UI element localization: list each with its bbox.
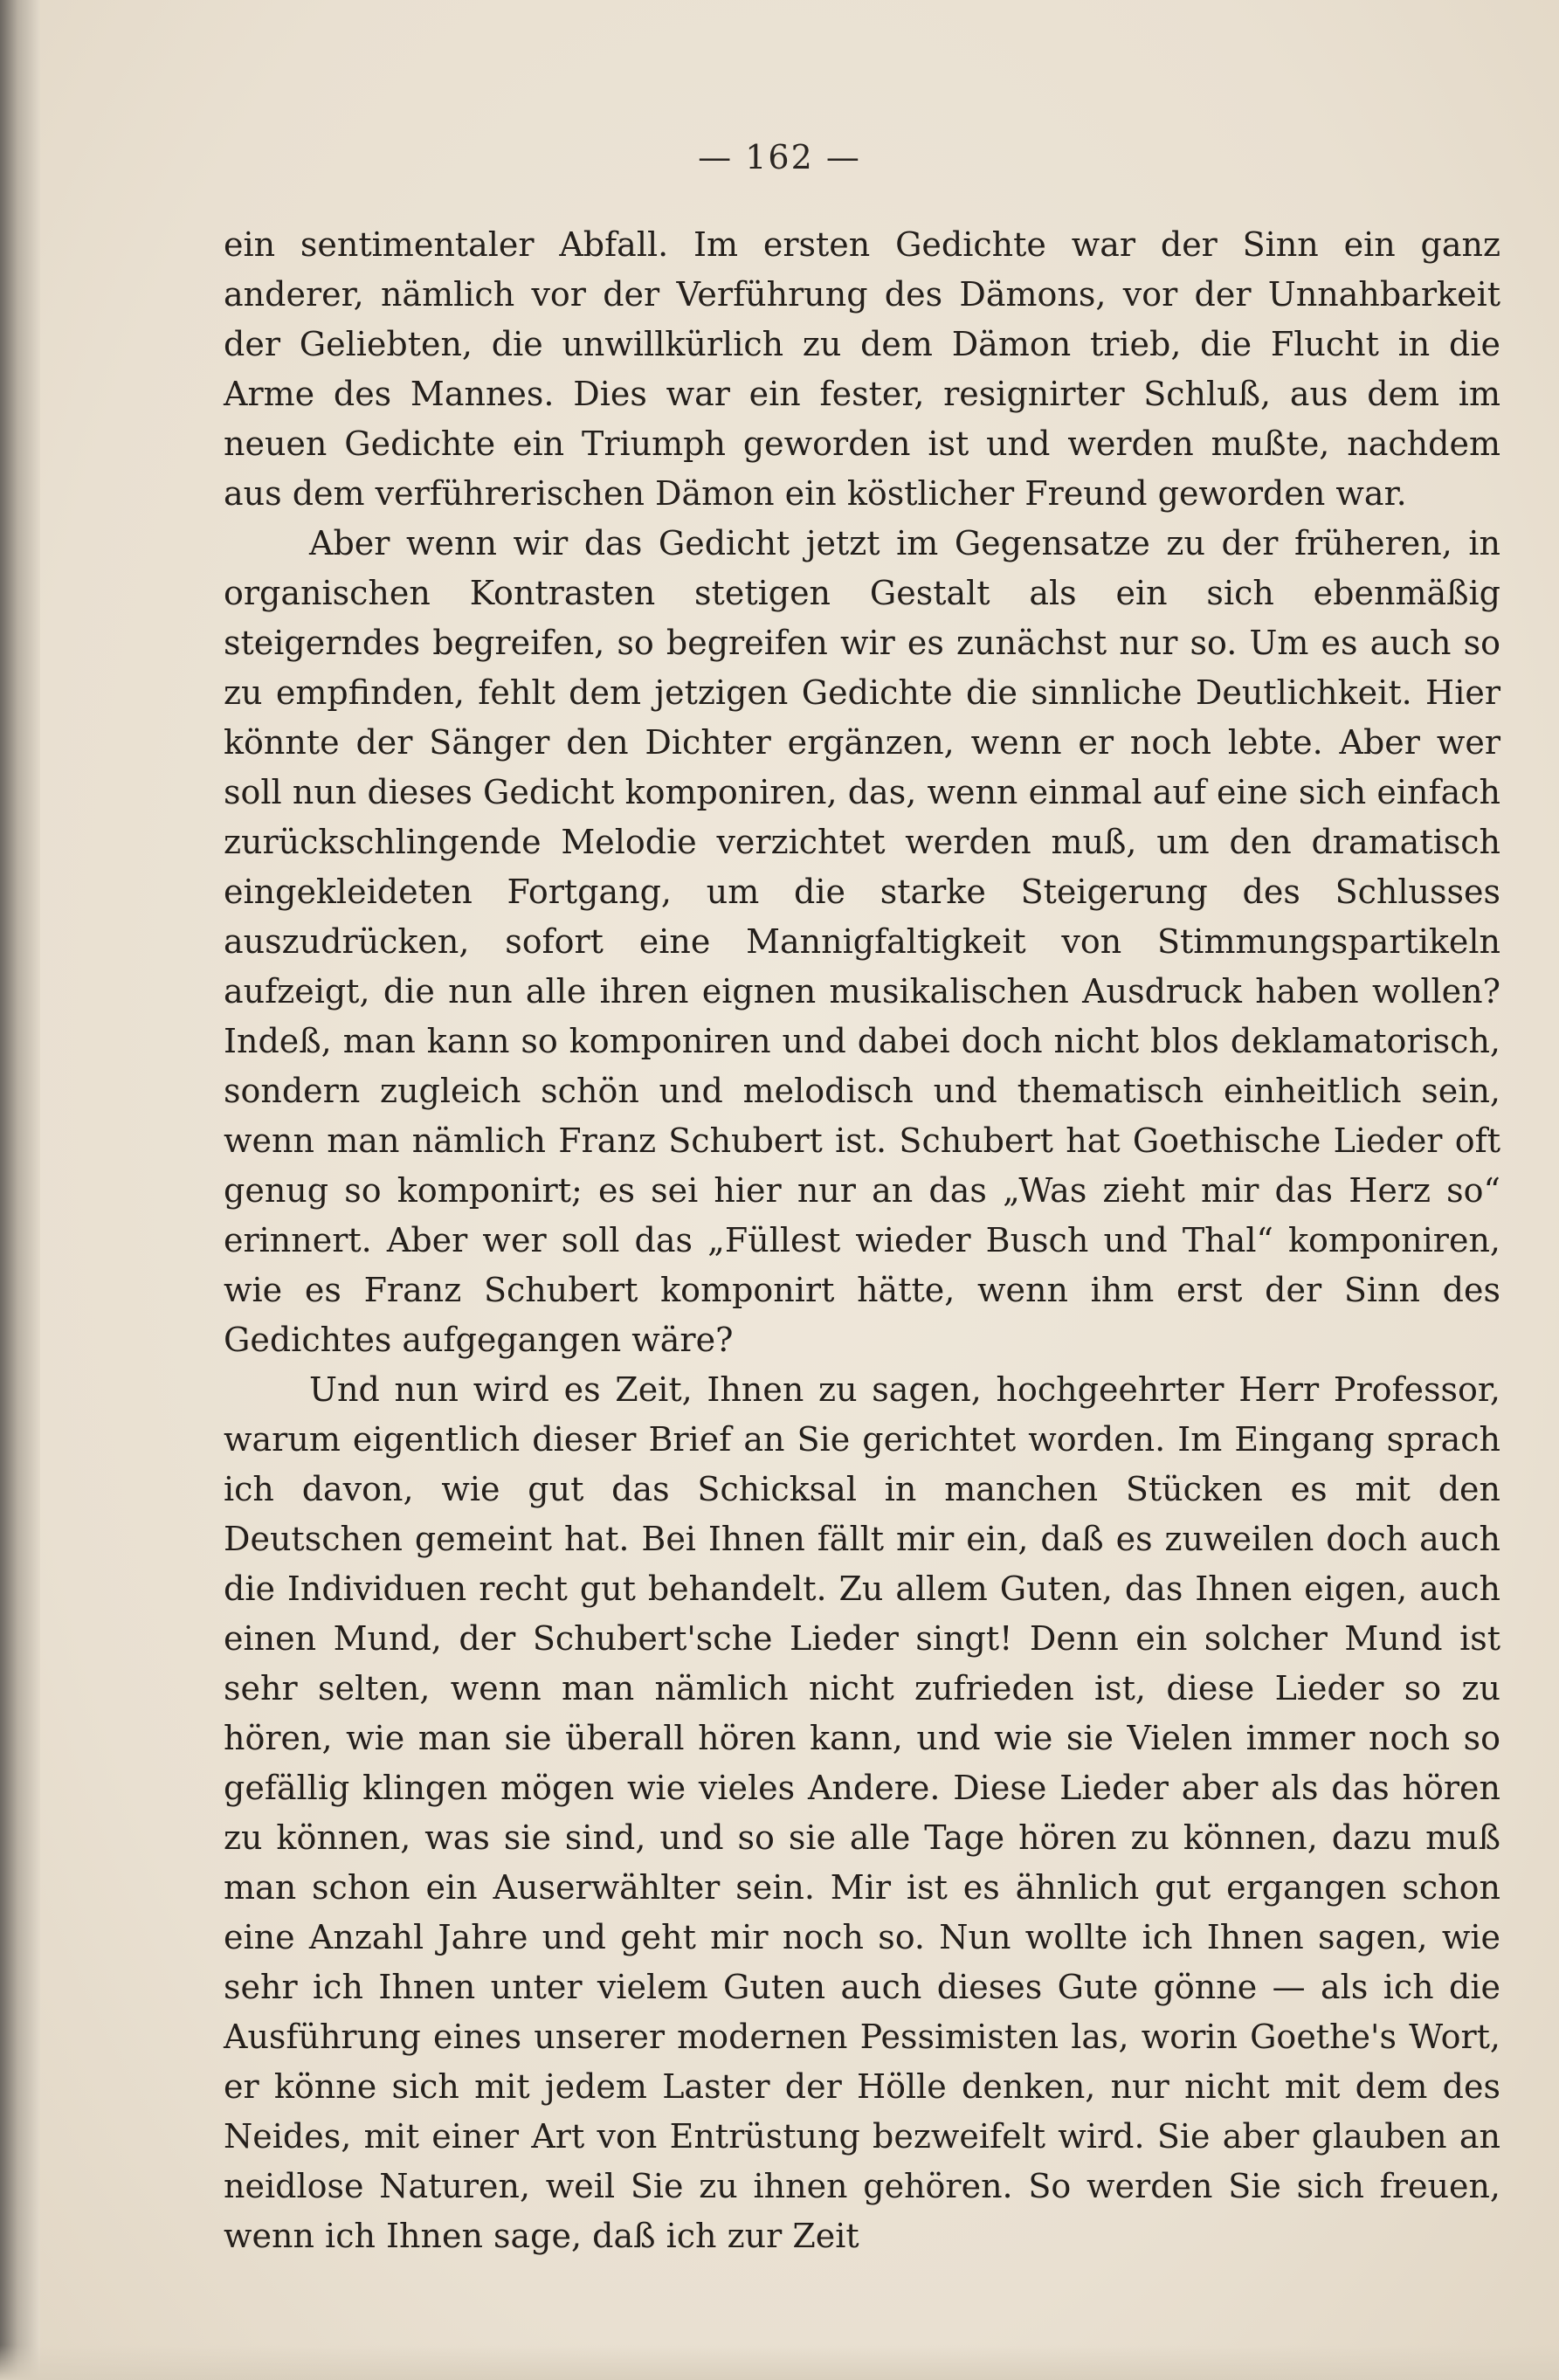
binding-edge-shadow <box>0 0 40 2380</box>
paragraph-2: Aber wenn wir das Gedicht jetzt im Gegensatze zu der früheren, in organischen Kontrasten stetigen Gestalt als ein sich ebenmäßig steigerndes begreifen, so begreifen wir es zunächst nur so. Um es auch so zu empfinden, fehlt dem jetzigen Gedichte die sinnliche Deutlichkeit. Hier könnte der Sänger den Dichter ergänzen, wenn er noch lebte. Aber wer soll nun dieses Gedicht komponiren, das, wenn einmal auf eine sich einfach zurückschlingende Melodie verzichtet werden muß, um den dramatisch eingekleideten Fortgang, um die starke Steigerung des Schlusses auszudrücken, sofort eine Mannigfaltigkeit von Stimmungspartikeln aufzeigt, die nun alle ihren eignen musikalischen Ausdruck haben wollen? Indeß, man kann so komponiren und dabei doch nicht blos deklamatorisch, sondern zugleich schön und melodisch und thematisch einheitlich sein, wenn man nämlich Franz Schubert ist. Schubert hat Goethische Lieder oft genug so komponirt; es sei hier nur an das „Was zieht mir das Herz so“ erinnert. Aber wer soll das „Füllest wieder Busch und Thal“ komponiren, wie es Franz Schubert komponirt hätte, wenn ihm erst der Sinn des Gedichtes aufgegangen wäre? <box>224 524 1500 1359</box>
paragraph-3: Und nun wird es Zeit, Ihnen zu sagen, hochgeehrter Herr Professor, warum eigentlich dieser Brief an Sie gerichtet worden. Im Eingang sprach ich davon, wie gut das Schicksal in manchen Stücken es mit den Deutschen gemeint hat. Bei Ihnen fällt mir ein, daß es zuweilen doch auch die Individuen recht gut behandelt. Zu allem Guten, das Ihnen eigen, auch einen Mund, der Schubert'sche Lieder singt! Denn ein solcher Mund ist sehr selten, wenn man nämlich nicht zufrieden ist, diese Lieder so zu hören, wie man sie überall hören kann, und wie sie Vielen immer noch so gefällig klingen mögen wie vieles Andere. Diese Lieder aber als das hören zu können, was sie sind, und so sie alle Tage hören zu können, dazu muß man schon ein Auserwählter sein. Mir ist es ähnlich gut ergangen schon eine Anzahl Jahre und geht mir noch so. Nun wollte ich Ihnen sagen, wie sehr ich Ihnen unter vielem Guten auch dieses Gute gönne — als ich die Ausführung eines unserer modernen Pessimisten las, worin Goethe's Wort, er könne sich mit jedem Laster der Hölle denken, nur nicht mit dem des Neides, mit einer Art von Entrüstung bezweifelt wird. Sie aber glauben an neidlose Naturen, weil Sie zu ihnen gehören. So werden Sie sich freuen, wenn ich Ihnen sage, daß ich zur Zeit <box>224 1370 1500 2255</box>
page-bottom-edge <box>0 2345 1559 2380</box>
paragraph-1: ein sentimentaler Abfall. Im ersten Gedichte war der Sinn ein ganz anderer, nämlich vor der Verführung des Dämons, vor der Unnahbarkeit der Geliebten, die unwillkürlich zu dem Dämon trieb, die Flucht in die Arme des Mannes. Dies war ein fester, resignirter Schluß, aus dem im neuen Gedichte ein Triumph geworden ist und werden mußte, nachdem aus dem verführerischen Dämon ein köstlicher Freund geworden war. <box>224 225 1500 513</box>
page-number: — 162 — <box>698 138 861 176</box>
body-text <box>224 220 1500 2261</box>
